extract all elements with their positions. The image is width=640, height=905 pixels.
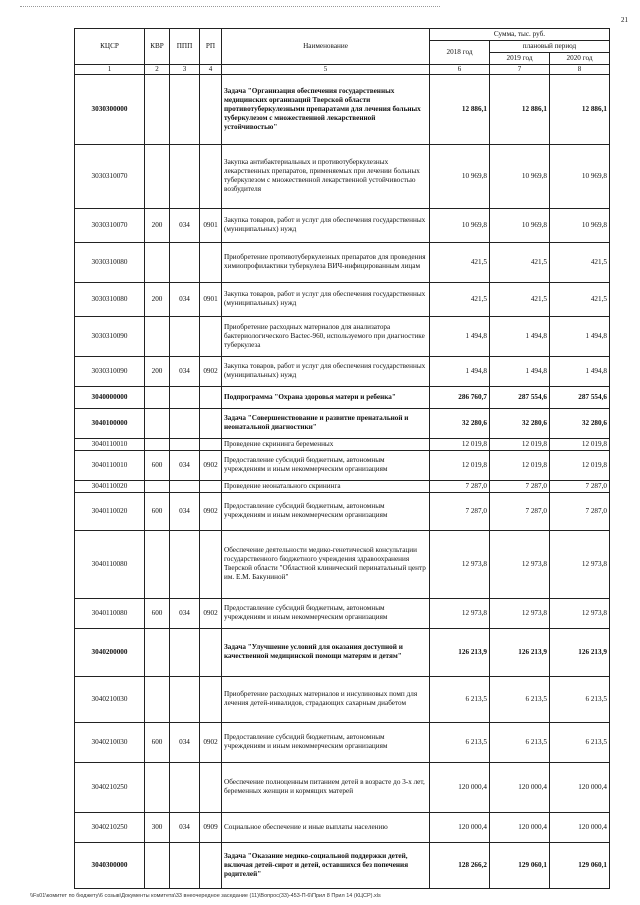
- cell-value-2019: 10 969,8: [490, 208, 550, 242]
- table-row: [75, 676, 610, 722]
- table-row: [75, 598, 610, 628]
- table-row: [75, 530, 610, 598]
- cell-kvr: 200: [145, 208, 170, 242]
- cell-value-2019: 126 213,9: [490, 628, 550, 676]
- cell-name: Предоставление субсидий бюджетным, автономным учреждениям и иным некоммерческим организациям: [222, 598, 430, 628]
- cell-ppp: [170, 408, 200, 438]
- cell-value-2018: 128 266,2: [430, 842, 490, 888]
- cell-name: Социальное обеспечение и иные выплаты населению: [222, 812, 430, 842]
- cell-value-2019: 12 019,8: [490, 450, 550, 480]
- cell-value-2019: 7 287,0: [490, 480, 550, 492]
- cell-name: Проведение неонатального скрининга: [222, 480, 430, 492]
- cell-name: Закупка товаров, работ и услуг для обеспечения государственных (муниципальных) нужд: [222, 208, 430, 242]
- cell-value-2020: 10 969,8: [550, 144, 610, 208]
- cell-kcsr: 3030310090: [75, 356, 145, 386]
- cell-value-2018: 12 973,8: [430, 530, 490, 598]
- cell-kvr: [145, 530, 170, 598]
- cell-name: Проведение скрининга беременных: [222, 438, 430, 450]
- cell-value-2018: 7 287,0: [430, 492, 490, 530]
- cell-value-2020: 6 213,5: [550, 676, 610, 722]
- cell-name: Приобретение противотуберкулезных препаратов для проведения химиопрофилактики туберкулеза ВИЧ-инфицированным лицам: [222, 242, 430, 282]
- cell-value-2019: 12 973,8: [490, 598, 550, 628]
- cell-value-2018: 32 280,6: [430, 408, 490, 438]
- cell-ppp: 034: [170, 282, 200, 316]
- cell-kvr: [145, 628, 170, 676]
- cell-ppp: [170, 74, 200, 144]
- column-number: 2: [145, 65, 170, 75]
- header-plan-period: плановый период: [490, 41, 610, 53]
- cell-rp: [200, 762, 222, 812]
- cell-kcsr: 3040100000: [75, 408, 145, 438]
- header-year-2019: 2019 год: [490, 53, 550, 65]
- cell-kcsr: 3040110020: [75, 492, 145, 530]
- cell-value-2018: 12 886,1: [430, 74, 490, 144]
- header-kvr: КВР: [145, 29, 170, 65]
- cell-kvr: 200: [145, 356, 170, 386]
- cell-kcsr: 3030310070: [75, 208, 145, 242]
- cell-rp: [200, 242, 222, 282]
- cell-value-2020: 12 973,8: [550, 598, 610, 628]
- cell-kcsr: 3030300000: [75, 74, 145, 144]
- cell-name: Предоставление субсидий бюджетным, автономным учреждениям и иным некоммерческим организациям: [222, 722, 430, 762]
- cell-value-2019: 12 973,8: [490, 530, 550, 598]
- cell-value-2019: 6 213,5: [490, 676, 550, 722]
- cell-kcsr: 3040110020: [75, 480, 145, 492]
- cell-kvr: 300: [145, 812, 170, 842]
- cell-ppp: 034: [170, 812, 200, 842]
- cell-value-2019: 287 554,6: [490, 386, 550, 408]
- cell-rp: 0902: [200, 598, 222, 628]
- table-row: [75, 722, 610, 762]
- column-number: 5: [222, 65, 430, 75]
- cell-value-2020: 120 000,4: [550, 762, 610, 812]
- cell-value-2019: 7 287,0: [490, 492, 550, 530]
- cell-kcsr: 3040110010: [75, 450, 145, 480]
- cell-kcsr: 3040210250: [75, 762, 145, 812]
- cell-kcsr: 3040110010: [75, 438, 145, 450]
- header-name: Наименование: [222, 29, 430, 65]
- cell-value-2020: 126 213,9: [550, 628, 610, 676]
- cell-kvr: 600: [145, 598, 170, 628]
- cell-value-2019: 120 000,4: [490, 812, 550, 842]
- cell-value-2020: 32 280,6: [550, 408, 610, 438]
- cell-value-2019: 129 060,1: [490, 842, 550, 888]
- cell-value-2020: 7 287,0: [550, 480, 610, 492]
- cell-name: Закупка антибактериальных и противотуберкулезных лекарственных препаратов, применяемых при лечении больных туберкулезом с множественной лекарственной устойчивостью возбудителя: [222, 144, 430, 208]
- cell-name: Подпрограмма "Охрана здоровья матери и ребенка": [222, 386, 430, 408]
- table-row: [75, 492, 610, 530]
- table-row: [75, 386, 610, 408]
- cell-ppp: 034: [170, 450, 200, 480]
- cell-kvr: [145, 762, 170, 812]
- table-row: [75, 762, 610, 812]
- cell-value-2020: 10 969,8: [550, 208, 610, 242]
- cell-rp: [200, 628, 222, 676]
- cell-kvr: [145, 408, 170, 438]
- cell-value-2020: 287 554,6: [550, 386, 610, 408]
- cell-rp: [200, 480, 222, 492]
- column-number: 1: [75, 65, 145, 75]
- cell-name: Закупка товаров, работ и услуг для обеспечения государственных (муниципальных) нужд: [222, 356, 430, 386]
- cell-kcsr: 3040110080: [75, 530, 145, 598]
- cell-value-2018: 12 019,8: [430, 438, 490, 450]
- cell-value-2020: 6 213,5: [550, 722, 610, 762]
- cell-value-2019: 421,5: [490, 282, 550, 316]
- header-rp: РП: [200, 29, 222, 65]
- cell-rp: [200, 144, 222, 208]
- table-body: [75, 74, 610, 888]
- footer-file-path: \\Fs01\комитет по бюджету\6 созыв\Документы комитета\33 внеочередное заседание (11)\Вопрос(33)-453-П-6\Прил 8 Прил 14 (КЦСР).xls: [30, 893, 381, 899]
- cell-rp: [200, 408, 222, 438]
- cell-name: Обеспечение деятельности медико-генетической консультации государственного бюджетного учреждения здравоохранения Тверской области "Областной клинический перинатальный центр им. Е.М. Бакуниной": [222, 530, 430, 598]
- table-row: [75, 356, 610, 386]
- cell-rp: [200, 530, 222, 598]
- table-row: [75, 74, 610, 144]
- cell-kvr: [145, 386, 170, 408]
- table-row: [75, 208, 610, 242]
- cell-value-2018: 12 019,8: [430, 450, 490, 480]
- cell-value-2019: 6 213,5: [490, 722, 550, 762]
- cell-value-2019: 421,5: [490, 242, 550, 282]
- cell-rp: [200, 386, 222, 408]
- cell-value-2020: 12 973,8: [550, 530, 610, 598]
- cell-kvr: 600: [145, 722, 170, 762]
- cell-kvr: [145, 74, 170, 144]
- cell-name: Задача "Улучшение условий для оказания доступной и качественной медицинской помощи матерям и детям": [222, 628, 430, 676]
- table-row: [75, 242, 610, 282]
- table-row: [75, 438, 610, 450]
- table-row: [75, 144, 610, 208]
- cell-kvr: [145, 438, 170, 450]
- column-number: 8: [550, 65, 610, 75]
- cell-value-2019: 120 000,4: [490, 762, 550, 812]
- cell-ppp: [170, 438, 200, 450]
- column-number: 4: [200, 65, 222, 75]
- cell-ppp: 034: [170, 492, 200, 530]
- header-ppp: ППП: [170, 29, 200, 65]
- cell-name: Предоставление субсидий бюджетным, автономным учреждениям и иным некоммерческим организациям: [222, 450, 430, 480]
- cell-value-2020: 7 287,0: [550, 492, 610, 530]
- cell-ppp: 034: [170, 722, 200, 762]
- cell-value-2018: 10 969,8: [430, 144, 490, 208]
- cell-kvr: 600: [145, 492, 170, 530]
- cell-name: Приобретение расходных материалов и инсулиновых помп для лечения детей-инвалидов, страдающих сахарным диабетом: [222, 676, 430, 722]
- budget-table: [74, 28, 610, 889]
- cell-ppp: [170, 842, 200, 888]
- cell-value-2018: 120 000,4: [430, 762, 490, 812]
- cell-value-2018: 126 213,9: [430, 628, 490, 676]
- cell-value-2018: 120 000,4: [430, 812, 490, 842]
- table-row: [75, 450, 610, 480]
- cell-kvr: [145, 144, 170, 208]
- column-number: 7: [490, 65, 550, 75]
- cell-name: Задача "Оказание медико-социальной поддержки детей, включая детей-сирот и детей, оставшихся без попечения родителей": [222, 842, 430, 888]
- cell-ppp: 034: [170, 598, 200, 628]
- cell-rp: 0901: [200, 282, 222, 316]
- table-row: [75, 282, 610, 316]
- cell-ppp: [170, 628, 200, 676]
- table-row: [75, 480, 610, 492]
- cell-kvr: [145, 242, 170, 282]
- cell-ppp: [170, 316, 200, 356]
- cell-value-2019: 12 019,8: [490, 438, 550, 450]
- cell-value-2020: 120 000,4: [550, 812, 610, 842]
- cell-value-2020: 129 060,1: [550, 842, 610, 888]
- cell-kcsr: 3040300000: [75, 842, 145, 888]
- cell-kcsr: 3030310070: [75, 144, 145, 208]
- cell-value-2018: 1 494,8: [430, 316, 490, 356]
- cell-value-2018: 6 213,5: [430, 722, 490, 762]
- header-year-2020: 2020 год: [550, 53, 610, 65]
- cell-rp: 0901: [200, 208, 222, 242]
- cell-rp: [200, 676, 222, 722]
- cell-kcsr: 3040210030: [75, 676, 145, 722]
- cell-name: Задача "Совершенствование и развитие пренатальной и неонатальной диагностики": [222, 408, 430, 438]
- cell-kcsr: 3040200000: [75, 628, 145, 676]
- cell-ppp: [170, 762, 200, 812]
- cell-name: Задача "Организация обеспечения государственных медицинских организаций Тверской области противотуберкулезными препаратами для лечения больных туберкулезом с множественной лекарственной устойчивостью": [222, 74, 430, 144]
- cell-rp: 0902: [200, 450, 222, 480]
- cell-rp: 0902: [200, 356, 222, 386]
- column-number: 6: [430, 65, 490, 75]
- cell-name: Закупка товаров, работ и услуг для обеспечения государственных (муниципальных) нужд: [222, 282, 430, 316]
- header-year-2018: 2018 год: [430, 41, 490, 65]
- table-row: [75, 316, 610, 356]
- cell-value-2020: 421,5: [550, 282, 610, 316]
- cell-value-2019: 10 969,8: [490, 144, 550, 208]
- cell-rp: [200, 316, 222, 356]
- cell-rp: 0902: [200, 722, 222, 762]
- cell-value-2020: 12 019,8: [550, 438, 610, 450]
- cell-value-2018: 1 494,8: [430, 356, 490, 386]
- cell-kvr: [145, 316, 170, 356]
- cell-value-2019: 12 886,1: [490, 74, 550, 144]
- cell-ppp: [170, 676, 200, 722]
- cell-value-2018: 421,5: [430, 242, 490, 282]
- cell-value-2018: 12 973,8: [430, 598, 490, 628]
- cell-kcsr: 3030310080: [75, 242, 145, 282]
- column-number: 3: [170, 65, 200, 75]
- cell-rp: [200, 842, 222, 888]
- table-row: [75, 842, 610, 888]
- cell-kcsr: 3040000000: [75, 386, 145, 408]
- column-number-row: [75, 65, 610, 75]
- header-sum: Сумма, тыс. руб.: [430, 29, 610, 41]
- cell-kvr: 200: [145, 282, 170, 316]
- cell-value-2020: 1 494,8: [550, 316, 610, 356]
- cell-value-2018: 7 287,0: [430, 480, 490, 492]
- table-row: [75, 628, 610, 676]
- cell-rp: 0909: [200, 812, 222, 842]
- cell-value-2019: 1 494,8: [490, 356, 550, 386]
- cell-value-2019: 32 280,6: [490, 408, 550, 438]
- cell-kvr: 600: [145, 450, 170, 480]
- cell-ppp: 034: [170, 356, 200, 386]
- cell-value-2018: 6 213,5: [430, 676, 490, 722]
- cell-name: Предоставление субсидий бюджетным, автономным учреждениям и иным некоммерческим организациям: [222, 492, 430, 530]
- cell-rp: 0902: [200, 492, 222, 530]
- cell-kvr: [145, 480, 170, 492]
- cell-kcsr: 3030310080: [75, 282, 145, 316]
- cell-value-2018: 286 760,7: [430, 386, 490, 408]
- cell-ppp: [170, 144, 200, 208]
- top-margin-mark: [20, 6, 440, 7]
- cell-kcsr: 3030310090: [75, 316, 145, 356]
- cell-kcsr: 3040110080: [75, 598, 145, 628]
- page-number: 21: [621, 16, 628, 24]
- table-row: [75, 812, 610, 842]
- cell-value-2020: 12 886,1: [550, 74, 610, 144]
- cell-kcsr: 3040210250: [75, 812, 145, 842]
- cell-name: Приобретение расходных материалов для анализатора бактериологического Bactec-960, используемого при диагностике туберкулеза: [222, 316, 430, 356]
- cell-name: Обеспечение полноценным питанием детей в возрасте до 3-х лет, беременных женщин и кормящих матерей: [222, 762, 430, 812]
- cell-ppp: [170, 242, 200, 282]
- cell-ppp: [170, 480, 200, 492]
- cell-value-2019: 1 494,8: [490, 316, 550, 356]
- cell-ppp: [170, 530, 200, 598]
- cell-value-2018: 421,5: [430, 282, 490, 316]
- header-kcsr: КЦСР: [75, 29, 145, 65]
- cell-kvr: [145, 842, 170, 888]
- cell-ppp: [170, 386, 200, 408]
- cell-ppp: 034: [170, 208, 200, 242]
- cell-value-2020: 12 019,8: [550, 450, 610, 480]
- cell-value-2018: 10 969,8: [430, 208, 490, 242]
- cell-value-2020: 421,5: [550, 242, 610, 282]
- cell-rp: [200, 74, 222, 144]
- cell-kcsr: 3040210030: [75, 722, 145, 762]
- cell-kvr: [145, 676, 170, 722]
- cell-rp: [200, 438, 222, 450]
- cell-value-2020: 1 494,8: [550, 356, 610, 386]
- table-row: [75, 408, 610, 438]
